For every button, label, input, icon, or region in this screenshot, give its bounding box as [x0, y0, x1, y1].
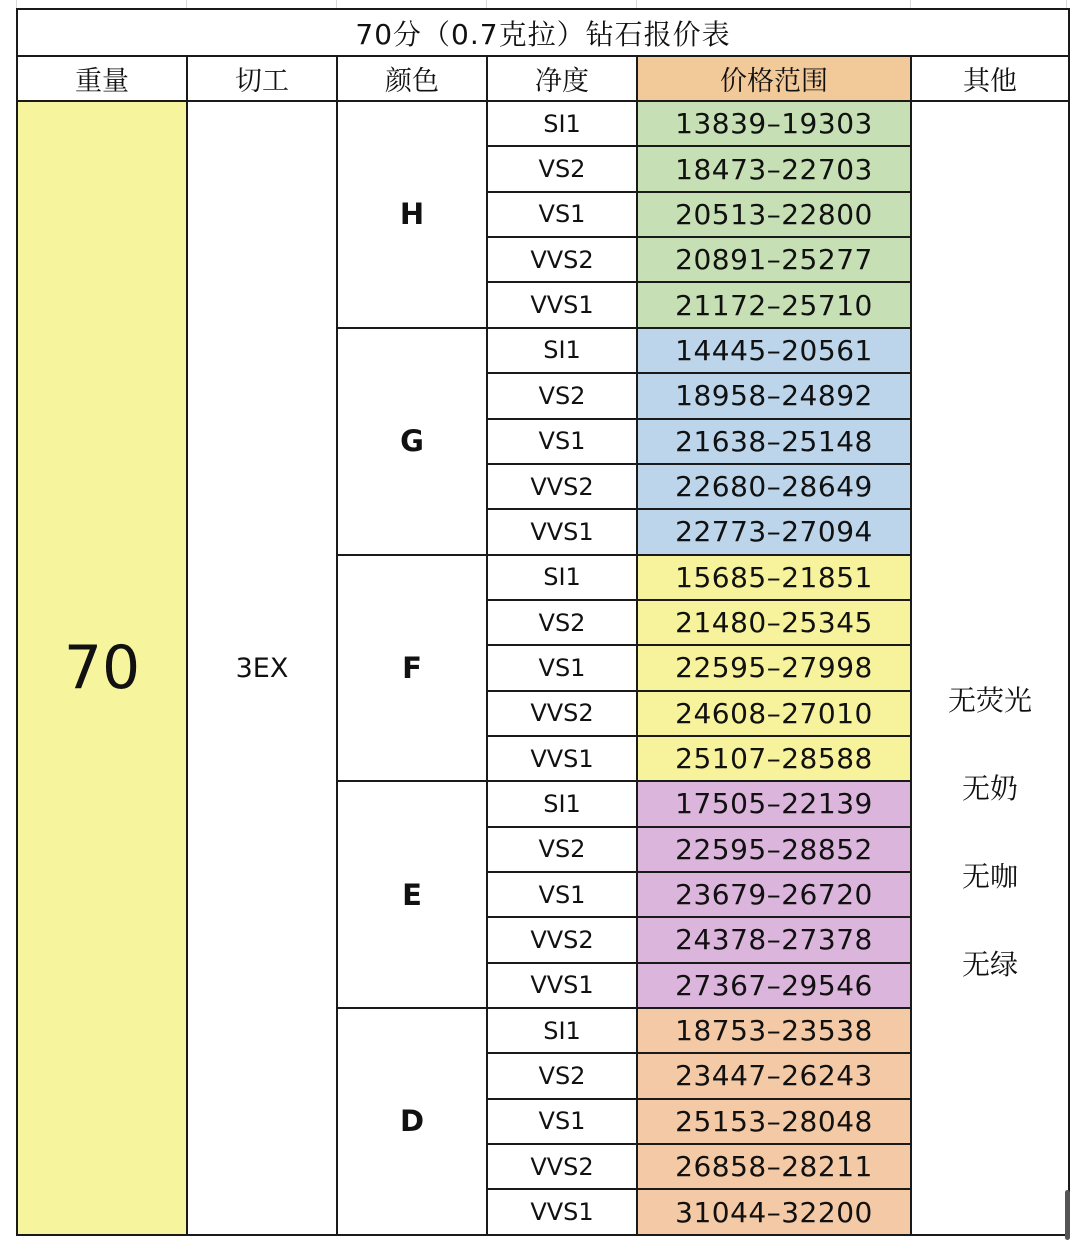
price-range-cell[interactable]: 21638–25148 [637, 419, 911, 464]
other-note: 无咖 [962, 860, 1019, 894]
price-range-cell[interactable]: 18958–24892 [637, 373, 911, 418]
clarity-cell[interactable]: SI1 [487, 555, 637, 600]
color-grade-cell[interactable]: G [337, 328, 487, 555]
clarity-cell[interactable]: SI1 [487, 328, 637, 373]
clarity-cell[interactable]: VVS2 [487, 691, 637, 736]
price-range-cell[interactable]: 20891–25277 [637, 237, 911, 282]
header-clarity[interactable]: 净度 [487, 56, 637, 101]
clarity-cell[interactable]: SI1 [487, 1008, 637, 1053]
other-notes-cell[interactable] [911, 101, 1069, 1235]
table-title[interactable]: 70分（0.7克拉）钻石报价表 [17, 9, 1069, 56]
clarity-cell[interactable]: SI1 [487, 781, 637, 826]
price-range-cell[interactable]: 17505–22139 [637, 781, 911, 826]
clarity-cell[interactable]: VVS1 [487, 1189, 637, 1235]
price-range-cell[interactable]: 14445–20561 [637, 328, 911, 373]
price-range-cell[interactable]: 22595–28852 [637, 827, 911, 872]
color-grade-cell[interactable]: E [337, 781, 487, 1008]
price-range-cell[interactable]: 18753–23538 [637, 1008, 911, 1053]
clarity-cell[interactable]: VVS1 [487, 963, 637, 1008]
clarity-cell[interactable]: VS1 [487, 419, 637, 464]
other-note: 无奶 [962, 772, 1019, 806]
clarity-cell[interactable]: VS1 [487, 645, 637, 690]
clarity-cell[interactable]: VVS1 [487, 282, 637, 327]
other-note: 无荧光 [948, 684, 1033, 718]
spreadsheet-grid [0, 0, 1080, 8]
price-range-cell[interactable]: 25153–28048 [637, 1099, 911, 1144]
price-range-cell[interactable]: 21172–25710 [637, 282, 911, 327]
price-range-cell[interactable]: 18473–22703 [637, 146, 911, 191]
other-notes-list [912, 327, 1068, 1009]
price-range-cell[interactable]: 21480–25345 [637, 600, 911, 645]
scrollbar-thumb[interactable] [1065, 1190, 1070, 1240]
clarity-cell[interactable]: VVS1 [487, 736, 637, 781]
price-range-cell[interactable]: 20513–22800 [637, 192, 911, 237]
clarity-cell[interactable]: VS2 [487, 1053, 637, 1098]
other-note: 无绿 [962, 948, 1019, 982]
header-weight[interactable]: 重量 [17, 56, 187, 101]
clarity-cell[interactable]: VVS2 [487, 464, 637, 509]
price-range-cell[interactable]: 22595–27998 [637, 645, 911, 690]
clarity-cell[interactable]: VS2 [487, 146, 637, 191]
header-price-range[interactable]: 价格范围 [637, 56, 911, 101]
price-range-cell[interactable]: 22680–28649 [637, 464, 911, 509]
clarity-cell[interactable]: SI1 [487, 101, 637, 146]
price-range-cell[interactable]: 25107–28588 [637, 736, 911, 781]
clarity-cell[interactable]: VS2 [487, 600, 637, 645]
price-range-cell[interactable]: 26858–28211 [637, 1144, 911, 1189]
price-range-cell[interactable]: 22773–27094 [637, 509, 911, 554]
header-cut[interactable]: 切工 [187, 56, 337, 101]
price-range-cell[interactable]: 13839–19303 [637, 101, 911, 146]
price-range-cell[interactable]: 23679–26720 [637, 872, 911, 917]
price-range-cell[interactable]: 24608–27010 [637, 691, 911, 736]
price-range-cell[interactable]: 23447–26243 [637, 1053, 911, 1098]
weight-cell[interactable]: 70 [17, 101, 187, 1235]
clarity-cell[interactable]: VS1 [487, 872, 637, 917]
clarity-cell[interactable]: VVS2 [487, 917, 637, 962]
clarity-cell[interactable]: VS2 [487, 373, 637, 418]
clarity-cell[interactable]: VS2 [487, 827, 637, 872]
price-range-cell[interactable]: 31044–32200 [637, 1189, 911, 1235]
header-color[interactable]: 颜色 [337, 56, 487, 101]
clarity-cell[interactable]: VVS2 [487, 1144, 637, 1189]
price-range-cell[interactable]: 15685–21851 [637, 555, 911, 600]
header-other[interactable]: 其他 [911, 56, 1069, 101]
price-range-cell[interactable]: 27367–29546 [637, 963, 911, 1008]
color-grade-cell[interactable]: F [337, 555, 487, 782]
diamond-price-table [16, 8, 1070, 1236]
cut-cell[interactable]: 3EX [187, 101, 337, 1235]
color-grade-cell[interactable]: H [337, 101, 487, 328]
table-row [17, 101, 1069, 146]
clarity-cell[interactable]: VVS1 [487, 509, 637, 554]
price-range-cell[interactable]: 24378–27378 [637, 917, 911, 962]
color-grade-cell[interactable]: D [337, 1008, 487, 1235]
clarity-cell[interactable]: VVS2 [487, 237, 637, 282]
clarity-cell[interactable]: VS1 [487, 1099, 637, 1144]
clarity-cell[interactable]: VS1 [487, 192, 637, 237]
